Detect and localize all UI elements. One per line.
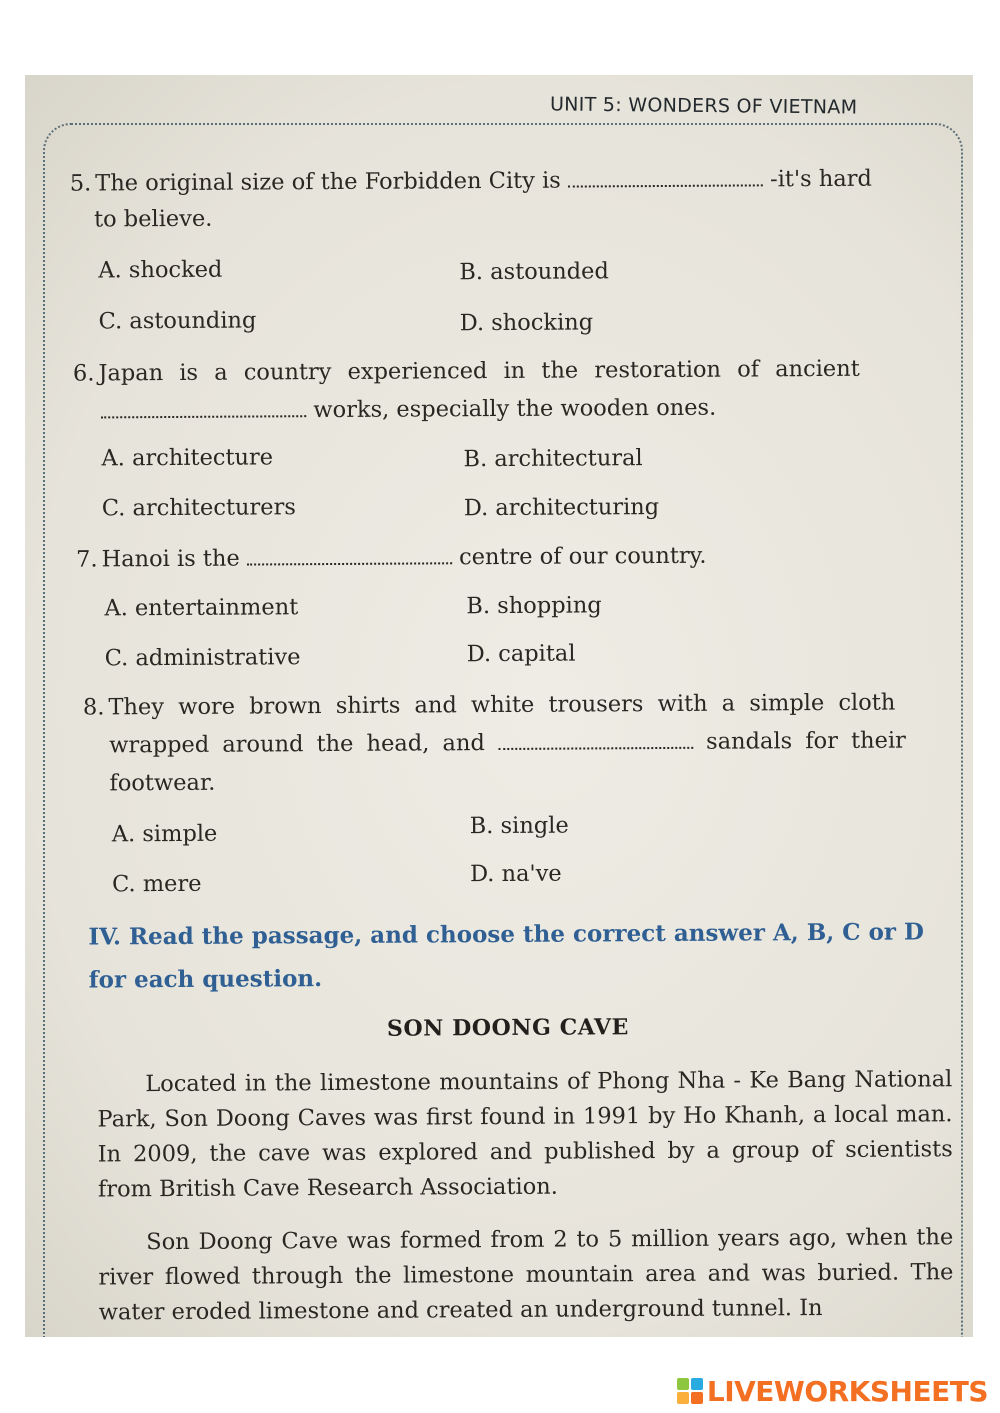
question-text: Japan is a country experienced in the restoration of ancient: [98, 355, 860, 387]
option-a[interactable]: A. entertainment: [104, 594, 299, 622]
question-5: [70, 160, 940, 202]
option-c[interactable]: C. astounding: [98, 307, 257, 335]
question-7: [76, 536, 946, 578]
option-c[interactable]: C. mere: [112, 870, 202, 898]
page-content: [25, 75, 973, 1337]
question-text-continued: -it's hard: [770, 165, 872, 193]
question-text-continued: works, especially the wooden ones.: [313, 394, 717, 424]
question-8: [83, 684, 953, 726]
option-b[interactable]: B. astounded: [459, 258, 609, 286]
answer-blank[interactable]: [568, 170, 763, 187]
question-text: wrapped around the head, and: [109, 730, 485, 759]
answer-blank[interactable]: [247, 548, 452, 565]
question-number: 5.: [69, 170, 92, 197]
question-number: 7.: [76, 546, 98, 573]
option-c[interactable]: C. architecturers: [101, 494, 296, 522]
option-d[interactable]: D. architecturing: [463, 494, 660, 522]
section-heading: [88, 910, 949, 1001]
textbook-page: [25, 75, 973, 1337]
question-8-line2: [109, 722, 949, 764]
logo-square-blue: [691, 1378, 703, 1390]
section-label: IV.: [88, 923, 122, 951]
option-c[interactable]: C. administrative: [104, 644, 301, 672]
question-6-line2: [101, 390, 716, 431]
passage-paragraph: Son Doong Cave was formed from 2 to 5 million years ago, when the river flowed through the limestone mountain area and was buried. The water eroded limestone and created an underground tunnel. In: [98, 1224, 954, 1326]
logo-icon: [677, 1378, 703, 1404]
question-text: The original size of the Forbidden City is: [95, 167, 561, 197]
answer-blank[interactable]: [101, 401, 306, 418]
question-6: [73, 350, 943, 392]
option-d[interactable]: D. na've: [469, 860, 562, 888]
option-a[interactable]: A. architecture: [101, 444, 274, 472]
section-instruction: Read the passage, and choose the correct answer A, B, C or D for each question.: [88, 918, 925, 994]
question-text-continued: centre of our country.: [458, 542, 707, 571]
unit-header: UNIT 5: WONDERS OF VIETNAM: [549, 93, 858, 119]
option-a[interactable]: A. simple: [111, 820, 218, 848]
logo-text: LIVEWORKSHEETS: [706, 1374, 988, 1408]
liveworksheets-logo: [677, 1374, 988, 1408]
logo-square-yellow: [677, 1392, 689, 1404]
answer-blank[interactable]: [498, 733, 693, 750]
document-photo: [25, 75, 973, 1337]
option-b[interactable]: B. architectural: [463, 445, 643, 473]
question-5-line2: to believe.: [93, 205, 213, 233]
option-d[interactable]: D. shocking: [459, 309, 594, 337]
question-number: 6.: [72, 360, 95, 387]
logo-square-green: [677, 1378, 689, 1390]
option-b[interactable]: B. single: [469, 812, 569, 840]
option-b[interactable]: B. shopping: [466, 592, 602, 620]
option-d[interactable]: D. capital: [466, 640, 576, 668]
question-text: Hanoi is the: [101, 545, 240, 573]
question-text-continued: sandals for their: [706, 727, 906, 755]
passage-paragraph: Located in the limestone mountains of Phong Nha - Ke Bang National Park, Son Doong Caves was first found in 1991 by Ho Khanh, a local man. In 2009, the cave was explored and published by a group of scientists from British Cave Research Association.: [97, 1066, 953, 1203]
question-8-line3: footwear.: [109, 769, 216, 797]
question-text: They wore brown shirts and white trousers with a simple cloth: [108, 689, 896, 721]
question-number: 8.: [82, 694, 105, 721]
option-a[interactable]: A. shocked: [98, 256, 223, 284]
passage-title: SON DOONG CAVE: [386, 1014, 630, 1042]
logo-square-orange: [691, 1392, 703, 1404]
